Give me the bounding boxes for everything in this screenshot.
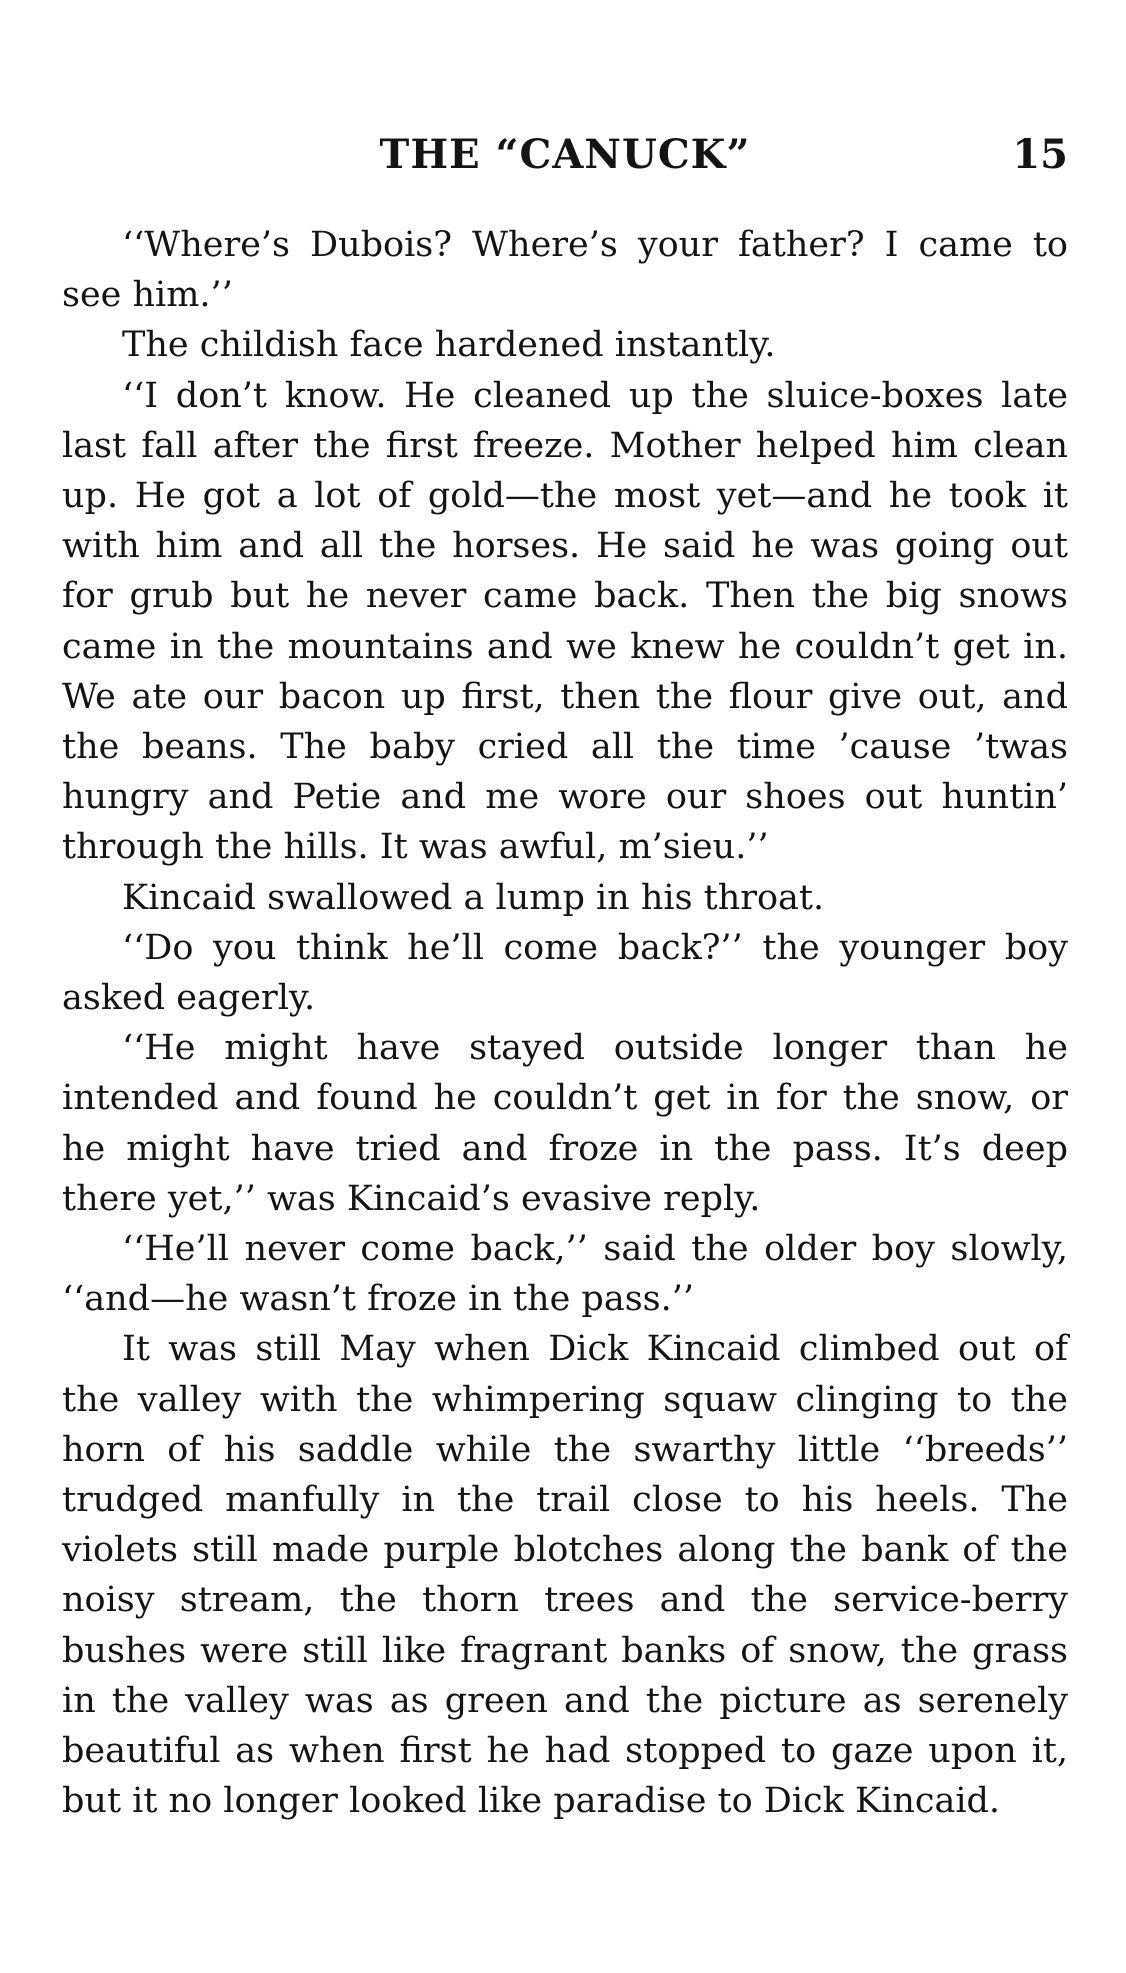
paragraph: ‘‘Where’s Dubois? Where’s your father? I came to see him.’’ (62, 225, 1068, 316)
paragraph: ‘‘He might have stayed outside longer than he intended and found he couldn’t get in for the snow, or he might have tried and froze in the pass. It’s deep there yet,’’ was Kincaid’s evasive reply. (62, 1028, 1068, 1219)
paragraph: The childish face hardened instantly. (122, 325, 776, 366)
paragraph: It was still May when Dick Kincaid climbed out of the valley with the whimpering squaw clinging to the horn of his saddle while the swarthy little ‘‘breeds’’ trudged manfully in the trail close to his heels. The violets still made purple blotches along the bank of the noisy stream, the thorn trees and the service-berry bushes were still like fragrant banks of snow, the grass in the valley was as green and the picture as serenely beautiful as when first he had stopped to gaze upon it, but it no longer looked like paradise to Dick Kincaid. (62, 1329, 1068, 1822)
body-text (62, 220, 1068, 1827)
paragraph: Kincaid swallowed a lump in his throat. (122, 877, 825, 918)
paragraph: ‘‘Do you think he’ll come back?’’ the younger boy asked eagerly. (62, 927, 1068, 1019)
paragraph: ‘‘He’ll never come back,’’ said the older boy slowly, ‘‘and—he wasn’t froze in the pass.’’ (62, 1229, 1068, 1320)
running-head (62, 125, 1068, 185)
running-title: THE “CANUCK” (379, 131, 751, 178)
paragraph: ‘‘I don’t know. He cleaned up the sluice-boxes late last fall after the first freeze. Mother helped him clean up. He got a lot of gold—the most yet—and he took it with him and all the horses. He said he was going out for grub but he never came back. Then the big snows came in the mountains and we knew he couldn’t get in. We ate our bacon up first, then the flour give out, and the beans. The baby cried all the time ’cause ’twas hungry and Petie and me wore our shoes out huntin’ through the hills. It was awful, m’sieu.’’ (62, 375, 1068, 868)
page-number: 15 (1012, 131, 1068, 178)
